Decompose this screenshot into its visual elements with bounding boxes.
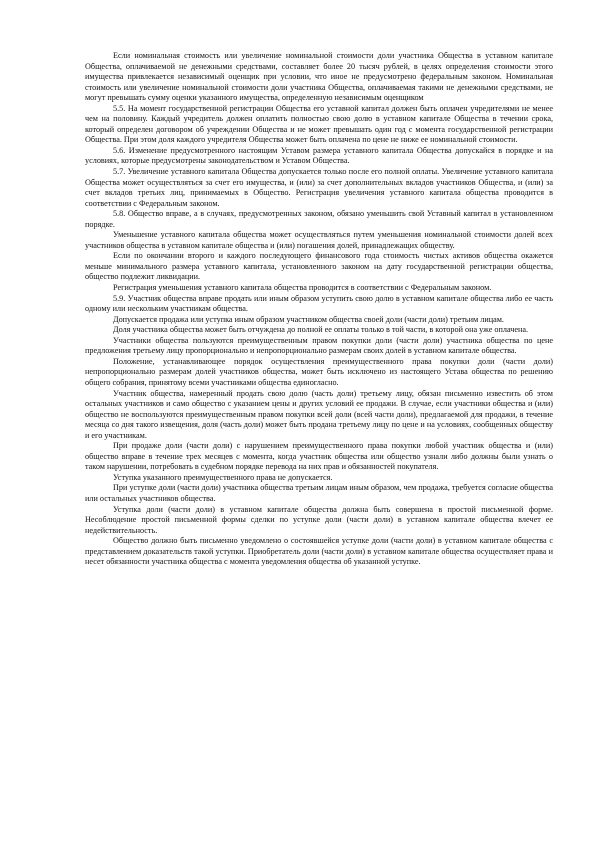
paragraph: 5.5. На момент государственной регистрации Общества его уставной капитал должен быть оплачен учредителями не менее чем на половину. Каждый учредитель должен оплатить полностью свою долю в уставном капитале Общества в течении срока, который определен договором об учреждении Общества и не может превышать один год с момента государственной регистрации Общества. При этом доля каждого учредителя Общества может быть оплачена по цене не ниже ее номинальной стоимости. xyxy=(85,103,553,145)
paragraph: 5.9. Участник общества вправе продать или иным образом уступить свою долю в уставном капитале общества либо ее часть одному или нескольким участникам общества. xyxy=(85,293,553,314)
paragraph: 5.6. Изменение предусмотренного настоящим Уставом размера уставного капитала Общества допускайся в порядке и на условиях, которые предусмотрены законодательством и Уставом Общества. xyxy=(85,145,553,166)
paragraph: Если по окончании второго и каждого последующего финансового года стоимость чистых активов общества окажется меньше минимального размера уставного капитала, установленного законом на дату государственной регистрации общества, общество подлежит ликвидации. xyxy=(85,251,553,282)
document-body xyxy=(85,51,553,568)
paragraph: Если номинальная стоимость или увеличение номинальной стоимости доли участника Общества в уставном капитале Общества, оплачиваемой не денежными средствами, составляет более 20 тысяч рублей, в целях определения стоимости этого имущества привлекается независимый оценщик при условии, что иное не предусмотрено федеральным законом. Номинальная стоимость или увеличение номинальной стоимости доли участника Общества, оплачиваемая такими не денежными средствами, не могут превышать сумму оценки указанного имущества, определенную независимым оценщиком xyxy=(85,51,553,103)
paragraph: При уступке доли (части доли) участника общества третьим лицам иным образом, чем продажа, требуется согласие общества или остальных участников общества. xyxy=(85,483,553,503)
paragraph: Уступка указанного преимущественного права не допускается. xyxy=(113,472,333,482)
paragraph: Уменьшение уставного капитала общества может осуществляться путем уменьшения номинальной стоимости долей всех участников общества в уставном капитале общества и (или) погашения долей, принадлежащих обществу. xyxy=(85,230,553,250)
paragraph: Допускается продажа или уступка иным образом участником общества своей доли (части доли) третьим лицам. xyxy=(113,314,504,324)
paragraph: Регистрация уменьшения уставного капитала общества проводится в соответствии с Федеральным законом. xyxy=(113,283,492,293)
paragraph: Доля участника общества может быть отчуждена до полной ее оплаты только в той части, в которой она уже оплачена. xyxy=(113,325,529,335)
paragraph: Участники общества пользуются преимущественным правом покупки доли (части доли) участника общества по цене предложения третьему лицу пропорционально и непропорционально размерам своих долей в уставном капитале общества. xyxy=(85,335,553,356)
paragraph: При продаже доли (части доли) с нарушением преимущественного права покупки любой участник общества и (или) общество вправе в течение трех месяцев с момента, когда участник общества или общество узнали либо должны были узнать о таком нарушении, потребовать в судебном порядке перевода на них прав и обязанностей покупателя. xyxy=(85,441,553,472)
paragraph: Общество должно быть письменно уведомлено о состоявшейся уступке доли (части доли) в уставном капитале общества с представлением доказательств такой уступки. Приобретатель доли (части доли) в уставном капитале общества осуществляет права и несет обязанности участника общества с момента уведомления общества об указанной уступке. xyxy=(85,536,553,567)
paragraph: Положение, устанавливающее порядок осуществления преимущественного права покупки доли (части доли) непропорционально размерам долей участников общества, может быть исключено из настоящего Устава общества по решению общего собрания, принятому всеми участниками общества единогласно. xyxy=(85,356,553,387)
paragraph: 5.8. Общество вправе, а в случаях, предусмотренных законом, обязано уменьшить свой Уставный капитал в установленном порядке. xyxy=(85,209,553,229)
paragraph: Участник общества, намеренный продать свою долю (часть доли) третьему лицу, обязан письменно известить об этом остальных участников и само общество с указанием цены и других условий ее продажи. В случае, если участники общества и (или) общество не воспользуются преимущественным правом покупки всей доли (всей части доли), предлагаемой для продажи, в течение месяца со дня такого извещения, доля (часть доли) может быть продана третьему лицу по цене и на условиях, сообщенных обществу и его участникам. xyxy=(85,388,553,440)
paragraph: 5.7. Увеличение уставного капитала Общества допускается только после его полной оплаты. Увеличение уставного капитала Общества может осуществляться за счет его имущества, и (или) за счет дополнительных вкладов участников Общества, и (или) за счет вкладов третьих лиц, принимаемых в Общество. Регистрация увеличения уставного капитала общества проводится в соответствии с Федеральным законом. xyxy=(85,167,553,208)
paragraph: Уступка доли (части доли) в уставном капитале общества должна быть совершена в простой письменной форме. Несоблюдение простой письменной формы сделки по уступке доли (части доли) в уставном капитале общества влечет ее недействительность. xyxy=(85,504,553,535)
